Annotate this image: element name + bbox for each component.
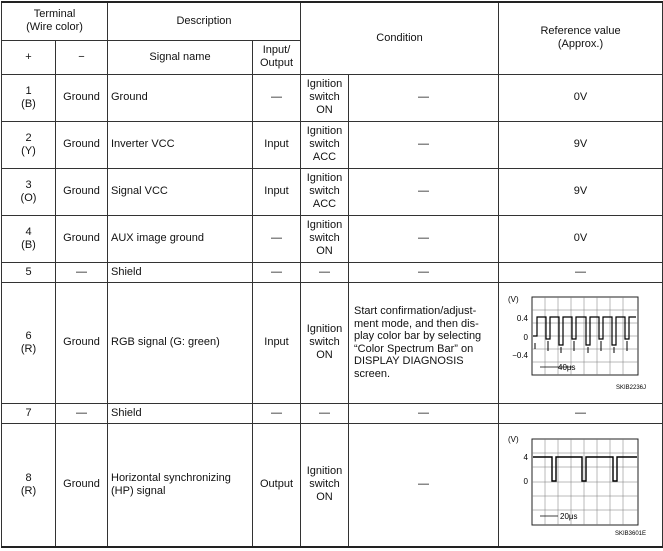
signal-name-cell: Horizontal synchronizing (HP) signal (108, 423, 253, 547)
terminal-cell: 7 (2, 403, 56, 423)
header-terminal: Terminal (Wire color) (2, 2, 108, 40)
signal-name-cell: RGB signal (G: green) (108, 282, 253, 403)
condition-switch-cell: Ignition switch ON (301, 74, 349, 121)
condition-switch-cell: Ignition switch ON (301, 423, 349, 547)
condition-switch-cell: Ignition switch ON (301, 215, 349, 262)
signal-name-cell: Signal VCC (108, 168, 253, 215)
table-row (2, 403, 663, 423)
input-output-cell: Input (253, 282, 301, 403)
table-row (2, 215, 663, 262)
minus-cell: Ground (56, 121, 108, 168)
terminal-cell: 6 (R) (2, 282, 56, 403)
table-row (2, 282, 663, 403)
time-span-label: 20μs (559, 511, 578, 521)
input-output-cell: Input (253, 121, 301, 168)
table-row (2, 262, 663, 282)
waveform-unit-label: (V) (507, 294, 519, 304)
rgb-signal-waveform (506, 289, 656, 397)
reference-value-cell: 0V (499, 74, 663, 121)
minus-cell: Ground (56, 423, 108, 547)
y-label-zero: 0 (523, 476, 528, 486)
condition-switch-cell: — (301, 403, 349, 423)
rgb-waveform-spikes (535, 341, 627, 353)
input-output-cell: Input (253, 168, 301, 215)
terminal-reference-table (1, 1, 663, 548)
terminal-cell: 5 (2, 262, 56, 282)
minus-cell: Ground (56, 282, 108, 403)
y-label-zero: 0 (523, 332, 528, 342)
input-output-cell: — (253, 215, 301, 262)
table-row (2, 423, 663, 547)
condition-detail-cell: — (349, 168, 499, 215)
reference-value-cell (499, 282, 663, 403)
terminal-cell: 1 (B) (2, 74, 56, 121)
reference-value-cell: 9V (499, 168, 663, 215)
minus-cell: — (56, 403, 108, 423)
reference-value-cell (499, 423, 663, 547)
condition-switch-cell: Ignition switch ON (301, 282, 349, 403)
scope-grid (532, 297, 638, 375)
reference-value-cell: — (499, 403, 663, 423)
figure-code: SKIB2236J (615, 384, 646, 391)
y-label-high: 4 (523, 452, 528, 462)
signal-name-cell: Shield (108, 403, 253, 423)
scope-grid (532, 439, 638, 525)
rgb-waveform-trace (533, 317, 636, 345)
condition-switch-cell: — (301, 262, 349, 282)
figure-code: SKIB3601E (614, 530, 646, 537)
hp-signal-waveform (506, 429, 656, 541)
minus-cell: Ground (56, 168, 108, 215)
y-label-bottom: −0.4 (511, 350, 528, 360)
condition-detail-cell: — (349, 74, 499, 121)
condition-detail-cell: Start confirmation/adjust- ment mode, and then dis- play color bar by selecting “Color Spectrum Bar” on DISPLAY DIAGNOSIS screen. (349, 282, 499, 403)
minus-cell: — (56, 262, 108, 282)
reference-value-cell: 0V (499, 215, 663, 262)
condition-detail-cell: — (349, 215, 499, 262)
hp-waveform-trace (533, 457, 637, 481)
header-description: Description (108, 2, 301, 40)
input-output-cell: — (253, 403, 301, 423)
signal-name-cell: AUX image ground (108, 215, 253, 262)
waveform-unit-label: (V) (507, 434, 519, 444)
header-reference-value: Reference value (Approx.) (499, 2, 663, 74)
header-plus: + (2, 40, 56, 74)
terminal-cell: 8 (R) (2, 423, 56, 547)
table-row (2, 74, 663, 121)
input-output-cell: — (253, 74, 301, 121)
header-input-output: Input/ Output (253, 40, 301, 74)
input-output-cell: Output (253, 423, 301, 547)
condition-detail-cell: — (349, 121, 499, 168)
y-label-top: 0.4 (516, 313, 528, 323)
condition-detail-cell: — (349, 262, 499, 282)
condition-detail-cell: — (349, 403, 499, 423)
header-condition: Condition (301, 2, 499, 74)
terminal-cell: 2 (Y) (2, 121, 56, 168)
input-output-cell: — (253, 262, 301, 282)
minus-cell: Ground (56, 74, 108, 121)
condition-switch-cell: Ignition switch ACC (301, 168, 349, 215)
time-span-label: 40μs (557, 362, 576, 372)
terminal-cell: 3 (O) (2, 168, 56, 215)
reference-value-cell: 9V (499, 121, 663, 168)
header-minus: − (56, 40, 108, 74)
minus-cell: Ground (56, 215, 108, 262)
signal-name-cell: Shield (108, 262, 253, 282)
terminal-cell: 4 (B) (2, 215, 56, 262)
table-row (2, 168, 663, 215)
header-signal-name: Signal name (108, 40, 253, 74)
reference-value-cell: — (499, 262, 663, 282)
signal-name-cell: Inverter VCC (108, 121, 253, 168)
signal-name-cell: Ground (108, 74, 253, 121)
condition-switch-cell: Ignition switch ACC (301, 121, 349, 168)
table-row (2, 121, 663, 168)
condition-detail-cell: — (349, 423, 499, 547)
